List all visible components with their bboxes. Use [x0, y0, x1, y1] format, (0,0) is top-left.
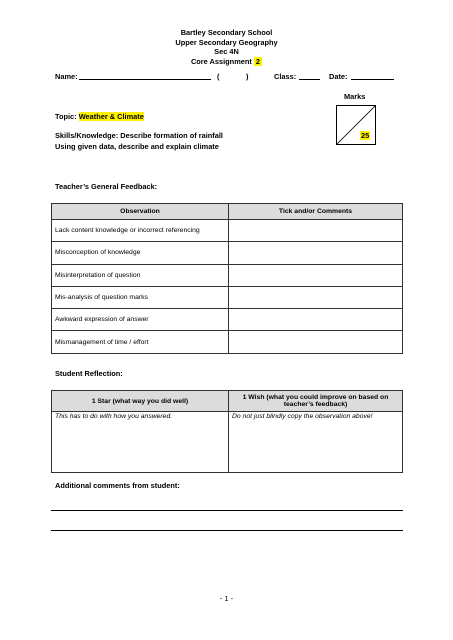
page-number: - 1 - — [219, 594, 234, 603]
observation-cell: Mis-analysis of question marks — [52, 286, 229, 308]
comment-cell[interactable] — [229, 220, 403, 242]
marks-box[interactable] — [336, 105, 376, 145]
observation-header: Observation — [52, 204, 229, 220]
class-field[interactable] — [299, 79, 320, 80]
index-open-paren: ( — [217, 72, 220, 81]
name-label: Name: — [55, 72, 78, 81]
date-field[interactable] — [351, 79, 394, 80]
star-cell[interactable]: This has to do with how you answered. — [52, 412, 229, 473]
observation-cell: Mismanagement of time / effort — [52, 331, 229, 353]
comment-cell[interactable] — [229, 242, 403, 264]
comment-line-2[interactable] — [51, 530, 403, 531]
comment-cell[interactable] — [229, 309, 403, 331]
comment-cell[interactable] — [229, 331, 403, 353]
index-close-paren: ) — [246, 72, 249, 81]
comments-header: Tick and/or Comments — [229, 204, 403, 220]
assignment-prefix: Core Assignment — [190, 56, 252, 66]
wish-header: 1 Wish (what you could improve on based on teacher’s feedback) — [229, 391, 403, 412]
assignment-number: 2 — [255, 56, 261, 66]
table-row — [52, 286, 403, 308]
reflection-heading: Student Reflection: — [55, 369, 123, 378]
table-row — [52, 220, 403, 242]
observation-cell: Misconception of knowledge — [52, 242, 229, 264]
name-field[interactable] — [79, 79, 211, 80]
topic-value: Weather & Climate — [78, 112, 144, 121]
reflection-table — [51, 390, 403, 473]
topic-label: Topic: — [55, 112, 77, 121]
comment-line-1[interactable] — [51, 510, 403, 511]
school-name: Bartley Secondary School — [180, 28, 273, 37]
observation-cell: Misinterpretation of question — [52, 264, 229, 286]
wish-cell[interactable]: Do not just blindly copy the observation above! — [229, 412, 403, 473]
table-row — [52, 331, 403, 353]
skills-line-1: Skills/Knowledge: Describe formation of rainfall — [55, 131, 223, 140]
feedback-table — [51, 203, 403, 354]
class-label: Class: — [274, 72, 297, 81]
table-row — [52, 264, 403, 286]
additional-heading: Additional comments from student: — [55, 481, 180, 490]
observation-cell: Awkward expression of answer — [52, 309, 229, 331]
star-header: 1 Star (what way you did well) — [52, 391, 229, 412]
table-row — [52, 242, 403, 264]
skills-line-2: Using given data, describe and explain climate — [55, 142, 219, 151]
topic-line — [55, 112, 144, 121]
class-level: Sec 4N — [214, 47, 239, 56]
marks-label: Marks — [344, 92, 366, 101]
observation-cell: Lack content knowledge or incorrect referencing — [52, 220, 229, 242]
subject-title: Upper Secondary Geography — [175, 37, 278, 47]
feedback-heading: Teacher’s General Feedback: — [55, 182, 158, 191]
date-label: Date: — [329, 72, 348, 81]
comment-cell[interactable] — [229, 286, 403, 308]
comment-cell[interactable] — [229, 264, 403, 286]
assignment-title — [0, 57, 453, 67]
marks-total: 25 — [361, 131, 370, 140]
table-row — [52, 309, 403, 331]
